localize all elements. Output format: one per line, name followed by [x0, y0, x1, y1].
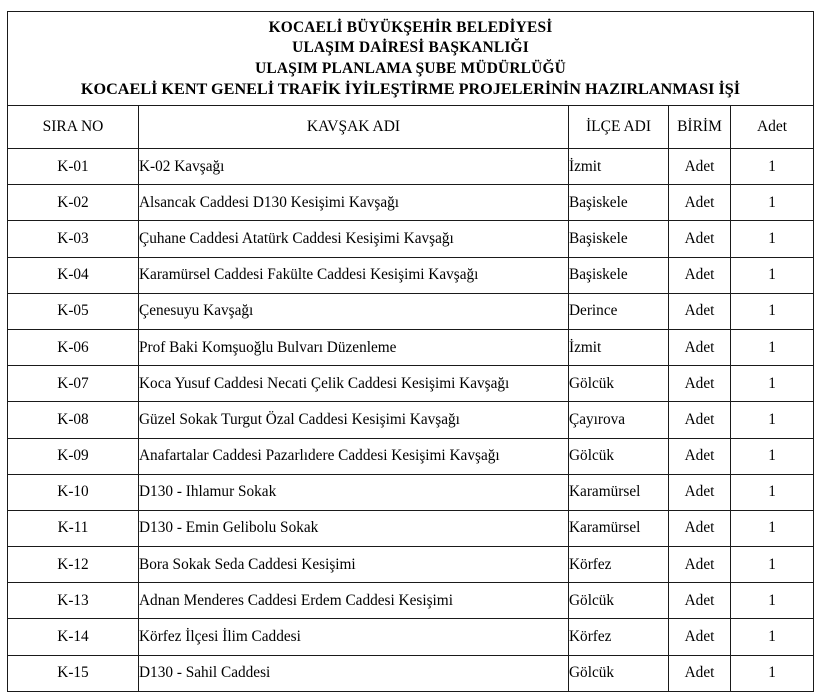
cell-adet: 1	[731, 655, 814, 691]
cell-kavsak-adi: Bora Sokak Seda Caddesi Kesişimi	[139, 547, 569, 583]
title-line-1: KOCAELİ BÜYÜKŞEHİR BELEDİYESİ	[268, 18, 553, 36]
cell-birim: Adet	[669, 474, 731, 510]
cell-kavsak-adi: Koca Yusuf Caddesi Necati Çelik Caddesi Kesişimi Kavşağı	[139, 366, 569, 402]
column-header-sira-no: SIRA NO	[8, 106, 139, 149]
cell-birim: Adet	[669, 185, 731, 221]
cell-birim: Adet	[669, 547, 731, 583]
cell-ilce-adi: Körfez	[569, 619, 669, 655]
cell-birim: Adet	[669, 619, 731, 655]
cell-kavsak-adi: Çuhane Caddesi Atatürk Caddesi Kesişimi Kavşağı	[139, 221, 569, 257]
cell-ilce-adi: Karamürsel	[569, 474, 669, 510]
table-row	[8, 185, 814, 221]
cell-adet: 1	[731, 366, 814, 402]
table-row	[8, 149, 814, 185]
cell-kavsak-adi: D130 - Emin Gelibolu Sokak	[139, 510, 569, 546]
cell-ilce-adi: Karamürsel	[569, 510, 669, 546]
cell-sira-no: K-08	[8, 402, 139, 438]
cell-sira-no: K-06	[8, 329, 139, 365]
cell-ilce-adi: Çayırova	[569, 402, 669, 438]
cell-sira-no: K-07	[8, 366, 139, 402]
cell-sira-no: K-01	[8, 149, 139, 185]
cell-sira-no: K-10	[8, 474, 139, 510]
table-row	[8, 257, 814, 293]
title-line-4: KOCAELİ KENT GENELİ TRAFİK İYİLEŞTİRME PROJELERİNİN HAZIRLANMASI İŞİ	[80, 80, 741, 98]
cell-ilce-adi: Gölcük	[569, 655, 669, 691]
cell-ilce-adi: Körfez	[569, 547, 669, 583]
cell-adet: 1	[731, 510, 814, 546]
cell-kavsak-adi: Alsancak Caddesi D130 Kesişimi Kavşağı	[139, 185, 569, 221]
cell-adet: 1	[731, 402, 814, 438]
cell-kavsak-adi: Körfez İlçesi İlim Caddesi	[139, 619, 569, 655]
cell-kavsak-adi: Karamürsel Caddesi Fakülte Caddesi Kesişimi Kavşağı	[139, 257, 569, 293]
cell-kavsak-adi: D130 - Ihlamur Sokak	[139, 474, 569, 510]
cell-kavsak-adi: Güzel Sokak Turgut Özal Caddesi Kesişimi Kavşağı	[139, 402, 569, 438]
cell-ilce-adi: Gölcük	[569, 438, 669, 474]
cell-adet: 1	[731, 185, 814, 221]
cell-birim: Adet	[669, 402, 731, 438]
table-row	[8, 655, 814, 691]
cell-ilce-adi: Başiskele	[569, 221, 669, 257]
cell-adet: 1	[731, 547, 814, 583]
cell-sira-no: K-02	[8, 185, 139, 221]
table-row	[8, 366, 814, 402]
cell-sira-no: K-14	[8, 619, 139, 655]
cell-sira-no: K-03	[8, 221, 139, 257]
cell-kavsak-adi: Anafartalar Caddesi Pazarlıdere Caddesi Kesişimi Kavşağı	[139, 438, 569, 474]
cell-birim: Adet	[669, 257, 731, 293]
title-row	[8, 12, 814, 106]
column-header-kavsak-adi: KAVŞAK ADI	[139, 106, 569, 149]
table-row	[8, 510, 814, 546]
table-row	[8, 293, 814, 329]
column-header-ilce-adi: İLÇE ADI	[569, 106, 669, 149]
title-line-2: ULAŞIM DAİRESİ BAŞKANLIĞI	[292, 39, 529, 56]
cell-sira-no: K-15	[8, 655, 139, 691]
table-row	[8, 619, 814, 655]
projects-table	[7, 11, 814, 692]
cell-adet: 1	[731, 583, 814, 619]
cell-kavsak-adi: Çenesuyu Kavşağı	[139, 293, 569, 329]
cell-birim: Adet	[669, 366, 731, 402]
cell-adet: 1	[731, 329, 814, 365]
cell-birim: Adet	[669, 583, 731, 619]
cell-birim: Adet	[669, 329, 731, 365]
cell-adet: 1	[731, 438, 814, 474]
title-line-3: ULAŞIM PLANLAMA ŞUBE MÜDÜRLÜĞÜ	[255, 59, 566, 77]
column-header-adet: Adet	[731, 106, 814, 149]
cell-ilce-adi: Derince	[569, 293, 669, 329]
cell-adet: 1	[731, 149, 814, 185]
cell-sira-no: K-11	[8, 510, 139, 546]
table-row	[8, 221, 814, 257]
table-header-row	[8, 106, 814, 149]
cell-sira-no: K-09	[8, 438, 139, 474]
cell-kavsak-adi: D130 - Sahil Caddesi	[139, 655, 569, 691]
table-row	[8, 474, 814, 510]
cell-ilce-adi: Başiskele	[569, 185, 669, 221]
cell-kavsak-adi: Adnan Menderes Caddesi Erdem Caddesi Kesişimi	[139, 583, 569, 619]
cell-adet: 1	[731, 619, 814, 655]
cell-birim: Adet	[669, 293, 731, 329]
cell-birim: Adet	[669, 655, 731, 691]
cell-sira-no: K-12	[8, 547, 139, 583]
cell-ilce-adi: İzmit	[569, 329, 669, 365]
column-header-birim: BİRİM	[669, 106, 731, 149]
document-title-block	[8, 12, 814, 106]
cell-kavsak-adi: K-02 Kavşağı	[139, 149, 569, 185]
cell-adet: 1	[731, 474, 814, 510]
cell-birim: Adet	[669, 149, 731, 185]
table-row	[8, 583, 814, 619]
cell-ilce-adi: Başiskele	[569, 257, 669, 293]
table-row	[8, 547, 814, 583]
cell-birim: Adet	[669, 510, 731, 546]
cell-ilce-adi: İzmit	[569, 149, 669, 185]
cell-adet: 1	[731, 293, 814, 329]
cell-birim: Adet	[669, 221, 731, 257]
cell-adet: 1	[731, 221, 814, 257]
cell-sira-no: K-13	[8, 583, 139, 619]
table-row	[8, 329, 814, 365]
cell-sira-no: K-04	[8, 257, 139, 293]
cell-birim: Adet	[669, 438, 731, 474]
cell-ilce-adi: Gölcük	[569, 366, 669, 402]
cell-sira-no: K-05	[8, 293, 139, 329]
cell-ilce-adi: Gölcük	[569, 583, 669, 619]
cell-adet: 1	[731, 257, 814, 293]
cell-kavsak-adi: Prof Baki Komşuoğlu Bulvarı Düzenleme	[139, 329, 569, 365]
table-row	[8, 438, 814, 474]
table-row	[8, 402, 814, 438]
